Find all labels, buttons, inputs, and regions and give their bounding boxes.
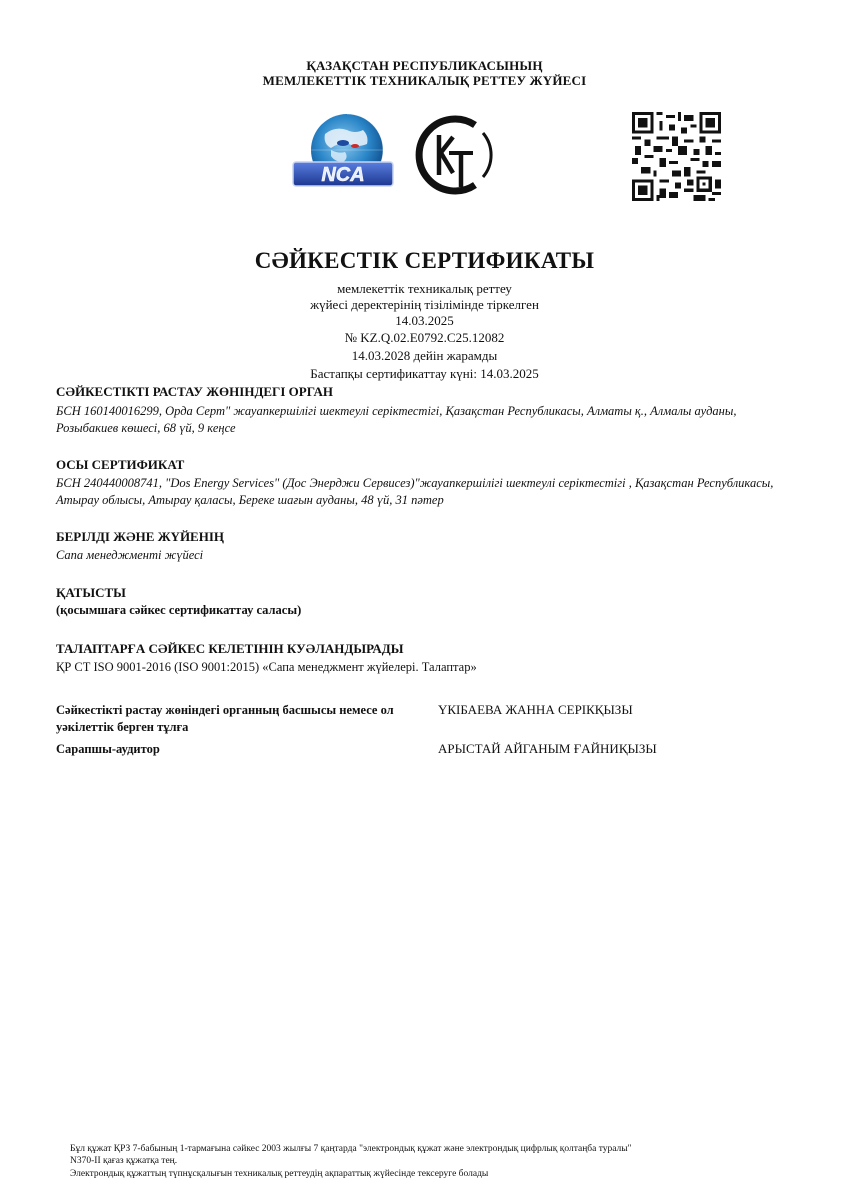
- registration-line-2: жүйесі деректерінің тізілімінде тіркелген: [310, 297, 539, 312]
- scope-text: (қосымшаға сәйкес сертификаттау саласы): [56, 603, 302, 617]
- valid-until: 14.03.2028 дейін жарамды: [351, 348, 498, 363]
- globe-logo-icon: [291, 110, 395, 200]
- certificate-number: № KZ.Q.02.E0792.C25.12082: [344, 330, 505, 345]
- holder-heading: ОСЫ СЕРТИФИКАТ: [56, 457, 185, 472]
- requirements-text: ҚР СТ ISO 9001-2016 (ISO 9001:2015) «Сапа менеджмент жүйелері. Талаптар»: [56, 660, 477, 674]
- footer-line-1: Бұл құжат ҚРЗ 7-бабының 1-тармағына сәйкес 2003 жылғы 7 қаңтарда "электрондық құжат және электрондық цифрлық қолтаңба туралы": [70, 1144, 632, 1154]
- footer-line-2: N370-II қағаз құжатқа тең.: [70, 1156, 178, 1166]
- system-heading: БЕРІЛДІ ЖӘНЕ ЖҮЙЕНІҢ: [56, 529, 225, 544]
- certificate-title: СӘЙКЕСТІК СЕРТИФИКАТЫ: [254, 248, 595, 273]
- certification-body-heading: СӘЙКЕСТІКТІ РАСТАУ ЖӨНІНДЕГІ ОРГАН: [56, 384, 334, 399]
- footer-line-3: Электрондық құжаттың түпнұсқалығын техникалық реттеудің ақпараттық жүйесінде тексеруге болады: [70, 1169, 489, 1179]
- auditor-signature-label: Сарапшы-аудитор: [56, 742, 160, 756]
- certification-body-text: БСН 160140016299, Орда Серт" жауапкершілігі шектеулі серіктестігі, Қазақстан Республикасы, Алматы қ., Алмалы ауданы, Розыбакиев көшесі, 68 үй, 9 кеңсе: [56, 404, 737, 435]
- holder-text: БСН 240440008741, "Dos Energy Services" (Дос Энерджи Сервисез)"жауапкершілігі шектеулі серіктестігі , Қазақстан Республикасы, Атырау облысы, Атырау қаласы, Береке шағын ауданы, 48 үй, 31 пәтер: [56, 476, 774, 507]
- registration-line-1: мемлекеттік техникалық реттеу: [337, 281, 512, 296]
- qr-code-icon: [632, 112, 721, 201]
- header-line-1: ҚАЗАҚСТАН РЕСПУБЛИКАСЫНЫҢ: [306, 58, 543, 73]
- system-text: Сапа менеджменті жүйесі: [56, 548, 204, 562]
- initial-certification-date: Бастапқы сертификаттау күні: 14.03.2025: [310, 366, 539, 381]
- header-line-2: МЕМЛЕКЕТТІК ТЕХНИКАЛЫҚ РЕТТЕУ ЖҮЙЕСІ: [262, 73, 587, 88]
- registration-date: 14.03.2025: [395, 313, 454, 328]
- nca-logo-text: NCA: [321, 164, 365, 186]
- auditor-signature-name: АРЫСТАЙ АЙГАНЫМ ҒАЙНИҚЫЗЫ: [438, 741, 657, 756]
- kt-mark-icon: [411, 113, 493, 197]
- head-signature-label: Сәйкестікті растау жөніндегі органның басшысы немесе ол уәкілеттік берген тұлға: [56, 703, 394, 734]
- requirements-heading: ТАЛАПТАРҒА СӘЙКЕС КЕЛЕТІНІН КУӘЛАНДЫРАДЫ: [56, 641, 404, 656]
- scope-heading: ҚАТЫСТЫ: [56, 585, 126, 600]
- head-signature-name: ҮКІБАЕВА ЖАННА СЕРІКҚЫЗЫ: [438, 702, 633, 717]
